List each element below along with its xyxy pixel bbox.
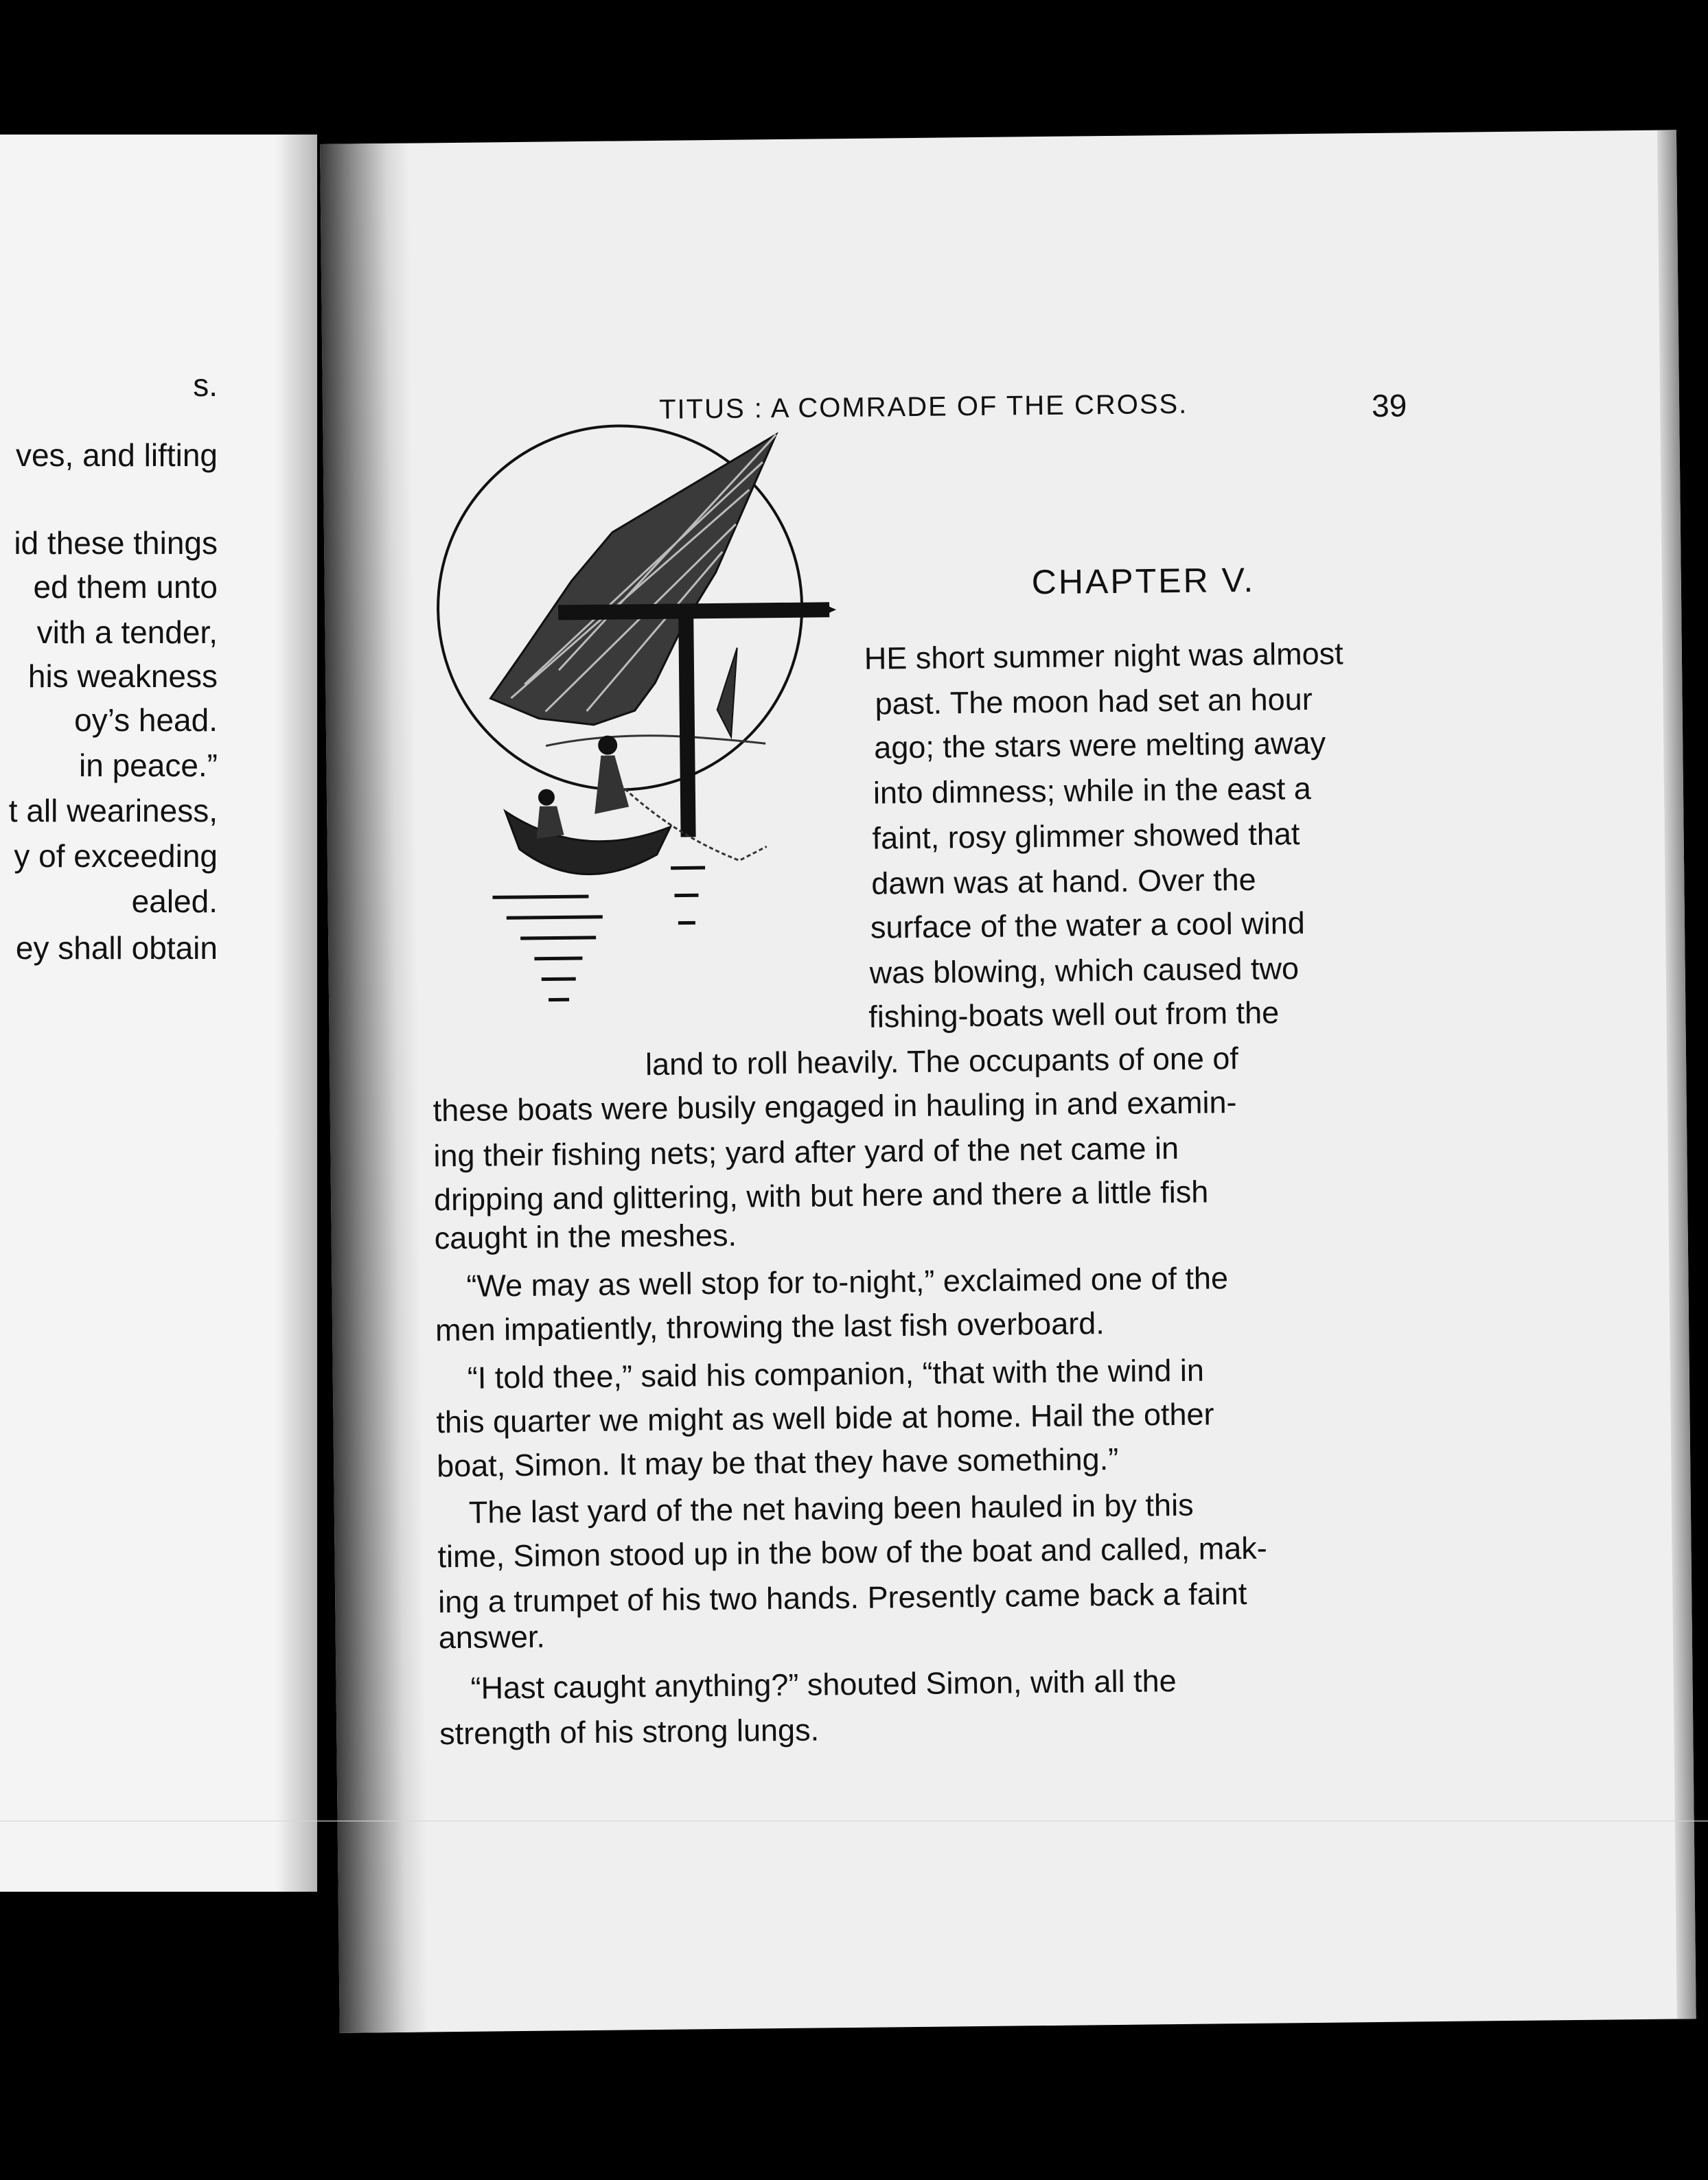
chapter-title: CHAPTER V.: [1031, 560, 1256, 602]
body-line: “I told thee,” said his companion, “that with the wind in: [467, 1352, 1205, 1395]
body-line: surface of the water a cool wind: [870, 905, 1306, 945]
fishing-boat-icon: [505, 810, 671, 875]
right-page-edge: [1657, 130, 1696, 2019]
fisherman-icon: [538, 789, 555, 805]
body-line: into dimness; while in the east a: [873, 770, 1312, 811]
svg-text:T: T: [405, 424, 406, 426]
left-page: [0, 135, 317, 1892]
left-page-line: ey shall obtain: [15, 930, 218, 966]
body-line: ing their fishing nets; yard after yard of the net came in: [433, 1130, 1179, 1174]
body-line: caught in the meshes.: [434, 1217, 737, 1256]
drop-cap-illustration: [405, 420, 851, 1043]
left-page-line: ealed.: [131, 883, 218, 919]
left-page-line: t all weariness,: [8, 793, 218, 828]
left-page-line: ed them unto: [33, 569, 218, 605]
body-line: dawn was at hand. Over the: [871, 861, 1256, 901]
left-page-gutter-shadow: [276, 135, 317, 1892]
left-page-line: ves, and lifting: [15, 437, 218, 473]
left-page-line: his weakness: [27, 658, 218, 694]
body-line: was blowing, which caused two: [869, 951, 1300, 990]
water-reflection-icon: [492, 868, 706, 1000]
page-number: 39: [1371, 387, 1407, 424]
body-line: ago; the stars were melting away: [873, 725, 1326, 765]
body-line: these boats were busily engaged in hauling in and examin-: [432, 1085, 1237, 1128]
body-line: ing a trumpet of his two hands. Presently came back a faint: [437, 1575, 1247, 1620]
body-line: The last yard of the net having been hauled in by this: [468, 1487, 1194, 1530]
scan-artifact-line: [0, 1820, 1708, 1822]
body-line: faint, rosy glimmer showed that: [872, 816, 1300, 856]
left-page-line: y of exceeding: [14, 838, 218, 874]
body-line: HE short summer night was almost: [864, 636, 1343, 676]
body-line: “Hast caught anything?” shouted Simon, with all the: [470, 1663, 1177, 1706]
body-line: “We may as well stop for to-night,” exclaimed one of the: [466, 1260, 1229, 1303]
body-line: past. The moon had set an hour: [875, 681, 1313, 721]
body-line: men impatiently, throwing the last fish overboard.: [435, 1306, 1105, 1348]
left-page-line: id these things: [14, 525, 218, 561]
left-page-line: vith a tender,: [36, 614, 218, 650]
body-line: land to roll heavily. The occupants of one of: [645, 1041, 1239, 1082]
left-page-line: in peace.”: [78, 747, 218, 783]
distant-sail-icon: [717, 648, 738, 737]
body-line: boat, Simon. It may be that they have something.”: [436, 1441, 1119, 1484]
right-page: [320, 130, 1696, 2033]
body-line: strength of his strong lungs.: [439, 1712, 820, 1752]
left-page-line: oy’s head.: [74, 702, 218, 738]
body-line: answer.: [438, 1619, 546, 1656]
body-line: fishing-boats well out from the: [868, 995, 1280, 1034]
running-head: TITUS : A COMRADE OF THE CROSS.: [658, 389, 1188, 425]
left-page-line: s.: [193, 367, 218, 403]
body-line: time, Simon stood up in the bow of the boat and called, mak-: [437, 1530, 1267, 1575]
body-line: this quarter we might as well bide at home. Hail the other: [436, 1396, 1214, 1440]
body-line: dripping and glittering, with but here and there a little fish: [433, 1174, 1209, 1218]
